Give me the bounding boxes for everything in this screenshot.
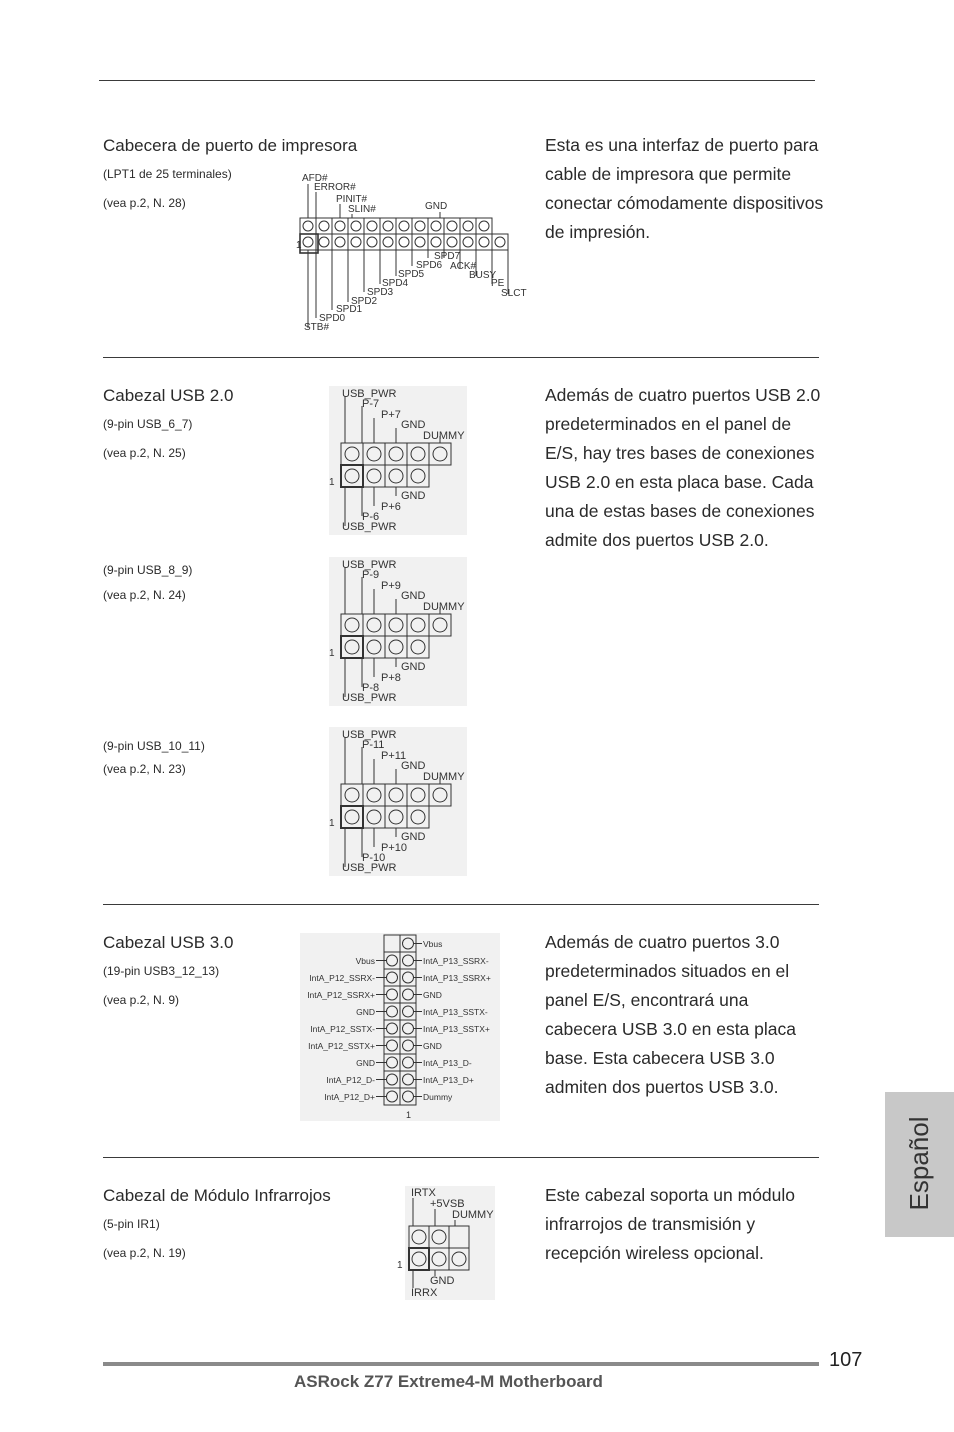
footer-bar [103, 1362, 819, 1366]
pin-label: P-10 [362, 852, 386, 864]
usb3-title: Cabezal USB 3.0 [103, 933, 234, 952]
pin-label: GND [401, 831, 426, 843]
usb2-title: Cabezal USB 2.0 [103, 386, 234, 405]
pin-label: SLIN# [348, 204, 376, 215]
pin [383, 237, 393, 247]
pin-label: IntA_P13_SSTX- [423, 1007, 488, 1017]
pin-label: GND [430, 1275, 455, 1287]
usb2-reference: (vea p.2, N. 23) [103, 762, 186, 776]
lpt-reference: (vea p.2, N. 28) [103, 196, 186, 210]
pin-label: IntA_P12_SSRX- [309, 973, 375, 983]
pin-label: USB_PWR [342, 559, 397, 571]
pin [415, 237, 425, 247]
pin-label: STB# [304, 322, 330, 333]
lpt-title: Cabecera de puerto de impresora [103, 136, 358, 155]
pin-cell [380, 234, 396, 250]
section-divider [103, 357, 819, 358]
pin-cell [428, 234, 444, 250]
usb2-subtitle: (9-pin USB_8_9) [103, 563, 193, 577]
pin-label: Vbus [423, 939, 443, 949]
pin-label: GND [423, 990, 442, 1000]
usb2-pin-diagram [329, 557, 467, 706]
pin-cell [444, 218, 460, 234]
pin-label: IntA_P13_D- [423, 1058, 472, 1068]
pin [479, 221, 489, 231]
pin-label: Vbus [355, 956, 375, 966]
pin-label: Dummy [423, 1092, 453, 1102]
pin-one-marker: 1 [296, 240, 302, 251]
pin-label: SPD3 [367, 287, 394, 298]
top-rule [99, 80, 815, 81]
pin [399, 221, 409, 231]
pin-label: P-6 [362, 511, 380, 523]
ir-subtitle: (5-pin IR1) [103, 1217, 160, 1231]
pin-label: GND [425, 201, 448, 212]
pin-cell [412, 234, 428, 250]
pin-label: IntA_P12_SSTX+ [308, 1041, 375, 1051]
pin [495, 237, 505, 247]
usb3-description: Además de cuatro puertos 3.0 predeterminados situados en el panel E/S, encontrará una cabecera USB 3.0 en esta placa base. Esta cabecera USB 3.0 admiten dos puertos USB 3.0. [545, 932, 796, 1097]
pin-label: IRTX [411, 1187, 436, 1199]
pin-label: P+6 [381, 501, 401, 513]
pin-label: GND [401, 661, 426, 673]
pin [431, 221, 441, 231]
pin-cell [364, 218, 380, 234]
pin-label: P-8 [362, 682, 380, 694]
usb2-subtitle: (9-pin USB_10_11) [103, 739, 205, 753]
language-side-tab [885, 1092, 954, 1237]
pin-label: IntA_P13_SSTX+ [423, 1024, 490, 1034]
pin [463, 237, 473, 247]
pin-cell [412, 218, 428, 234]
pin-cell [444, 234, 460, 250]
usb2-reference: (vea p.2, N. 24) [103, 588, 186, 602]
pin-label: IntA_P13_SSRX- [423, 956, 489, 966]
pin-label: IntA_P12_D+ [324, 1092, 375, 1102]
usb3-pin-diagram [300, 933, 500, 1121]
pin [463, 221, 473, 231]
pin-label: ERROR# [314, 182, 356, 193]
lpt-pin-diagram [292, 168, 532, 336]
pin-label: GND [423, 1041, 442, 1051]
pin-cell [348, 234, 364, 250]
pin-label: PE [491, 278, 505, 289]
pin [303, 237, 313, 247]
section-divider [103, 1157, 819, 1158]
pin-cell [380, 218, 396, 234]
pin-label: USB_PWR [342, 692, 397, 704]
pin-label: SPD1 [336, 304, 363, 315]
pin-cell [348, 218, 364, 234]
pin-label: P-11 [362, 739, 385, 751]
pin-cell [492, 234, 508, 250]
ir-description: Este cabezal soporta un módulo infrarrojos de transmisión y recepción wireless opcional. [545, 1185, 796, 1263]
footer-model: ASRock Z77 Extreme4-M Motherboard [294, 1372, 603, 1391]
usb2-reference: (vea p.2, N. 25) [103, 446, 186, 460]
usb3-reference: (vea p.2, N. 9) [103, 993, 180, 1007]
ir-title: Cabezal de Módulo Infrarrojos [103, 1186, 331, 1205]
section-divider [103, 904, 819, 905]
pin [399, 237, 409, 247]
pin-cell [364, 234, 380, 250]
pin-label: PINIT# [336, 194, 368, 205]
pin-label: DUMMY [423, 430, 465, 442]
pin-label: IntA_P13_D+ [423, 1075, 474, 1085]
pin [335, 221, 345, 231]
pin [319, 221, 329, 231]
usb2-description: Además de cuatro puertos USB 2.0 predeterminados en el panel de E/S, hay tres bases de conexiones USB 2.0 en esta placa base. Cada una de estas bases de conexiones admite dos puertos USB 2.0. [545, 385, 821, 550]
ir-reference: (vea p.2, N. 19) [103, 1246, 186, 1260]
pin-label: SPD4 [382, 278, 409, 289]
pin-cell [332, 234, 348, 250]
lpt-description: Esta es una interfaz de puerto para cable de impresora que permite conectar cómodamente dispositivos de impresión. [545, 135, 824, 242]
pin-label: P+7 [381, 409, 401, 421]
pin [367, 237, 377, 247]
pin-label: GND [356, 1007, 375, 1017]
pin-label: GND [401, 590, 426, 602]
pin-label: IRRX [411, 1287, 438, 1299]
pin-cell [300, 234, 316, 250]
pin [303, 221, 313, 231]
pin-one-marker: 1 [329, 648, 335, 659]
pin-label: SPD2 [351, 296, 378, 307]
pin-label: SPD6 [416, 260, 443, 271]
pin [367, 221, 377, 231]
pin [383, 221, 393, 231]
pin [351, 237, 361, 247]
pin-label: USB_PWR [342, 388, 397, 400]
ir-pin-diagram [397, 1186, 497, 1300]
pin-label: DUMMY [423, 601, 465, 613]
pin-label: SPD0 [319, 313, 346, 324]
pin-cell [428, 218, 444, 234]
pin-label: P+9 [381, 580, 401, 592]
pin [415, 221, 425, 231]
pin [479, 237, 489, 247]
pin-label: DUMMY [452, 1209, 494, 1221]
pin-cell [332, 218, 348, 234]
pin-label: USB_PWR [342, 862, 397, 874]
pin-label: SPD5 [398, 269, 425, 280]
pin-one-marker: 1 [406, 1110, 412, 1120]
pin [431, 237, 441, 247]
pin-cell [396, 218, 412, 234]
pin-label: GND [401, 419, 426, 431]
pin-label: USB_PWR [342, 521, 397, 533]
pin-label: IntA_P12_D- [326, 1075, 375, 1085]
pin-cell [316, 218, 332, 234]
pin-label: IntA_P12_SSTX- [310, 1024, 375, 1034]
pin-label: ACK# [450, 261, 477, 272]
pin-cell [460, 218, 476, 234]
pin-label: USB_PWR [342, 729, 397, 741]
pin-label: P-9 [362, 569, 380, 581]
usb2-pin-diagram [329, 386, 467, 535]
pin-label: GND [401, 490, 426, 502]
pin-label: P+10 [381, 842, 407, 854]
usb2-subtitle: (9-pin USB_6_7) [103, 417, 193, 431]
pin-label: SLCT [501, 288, 527, 299]
pin-one-marker: 1 [397, 1260, 403, 1271]
usb3-subtitle: (19-pin USB3_12_13) [103, 964, 220, 978]
pin-label: AFD# [302, 173, 328, 184]
usb2-pin-diagram [329, 727, 467, 876]
lpt-subtitle: (LPT1 de 25 terminales) [103, 167, 232, 181]
pin-label: P+11 [381, 750, 407, 762]
pin-label: DUMMY [423, 771, 465, 783]
pin-label: GND [401, 760, 426, 772]
pin-label: IntA_P12_SSRX+ [307, 990, 375, 1000]
pin-cell [460, 234, 476, 250]
pin-cell [396, 234, 412, 250]
pin [319, 237, 329, 247]
pin-label: SPD7 [434, 251, 461, 262]
pin-one-marker: 1 [329, 477, 335, 488]
pin-label: P-7 [362, 398, 380, 410]
language-label: Español [904, 1116, 934, 1211]
pin [447, 237, 457, 247]
pin-label: IntA_P13_SSRX+ [423, 973, 491, 983]
page-number: 107 [829, 1349, 863, 1371]
pin-label: GND [356, 1058, 375, 1068]
pin-label: +5VSB [430, 1198, 465, 1210]
pin-one-marker: 1 [329, 818, 335, 829]
pin-cell [300, 218, 316, 234]
pin [335, 237, 345, 247]
pin [447, 221, 457, 231]
pin-cell [476, 234, 492, 250]
pin-label: BUSY [469, 270, 497, 281]
pin-cell [476, 218, 492, 234]
pin [351, 221, 361, 231]
pin-label: P+8 [381, 672, 401, 684]
